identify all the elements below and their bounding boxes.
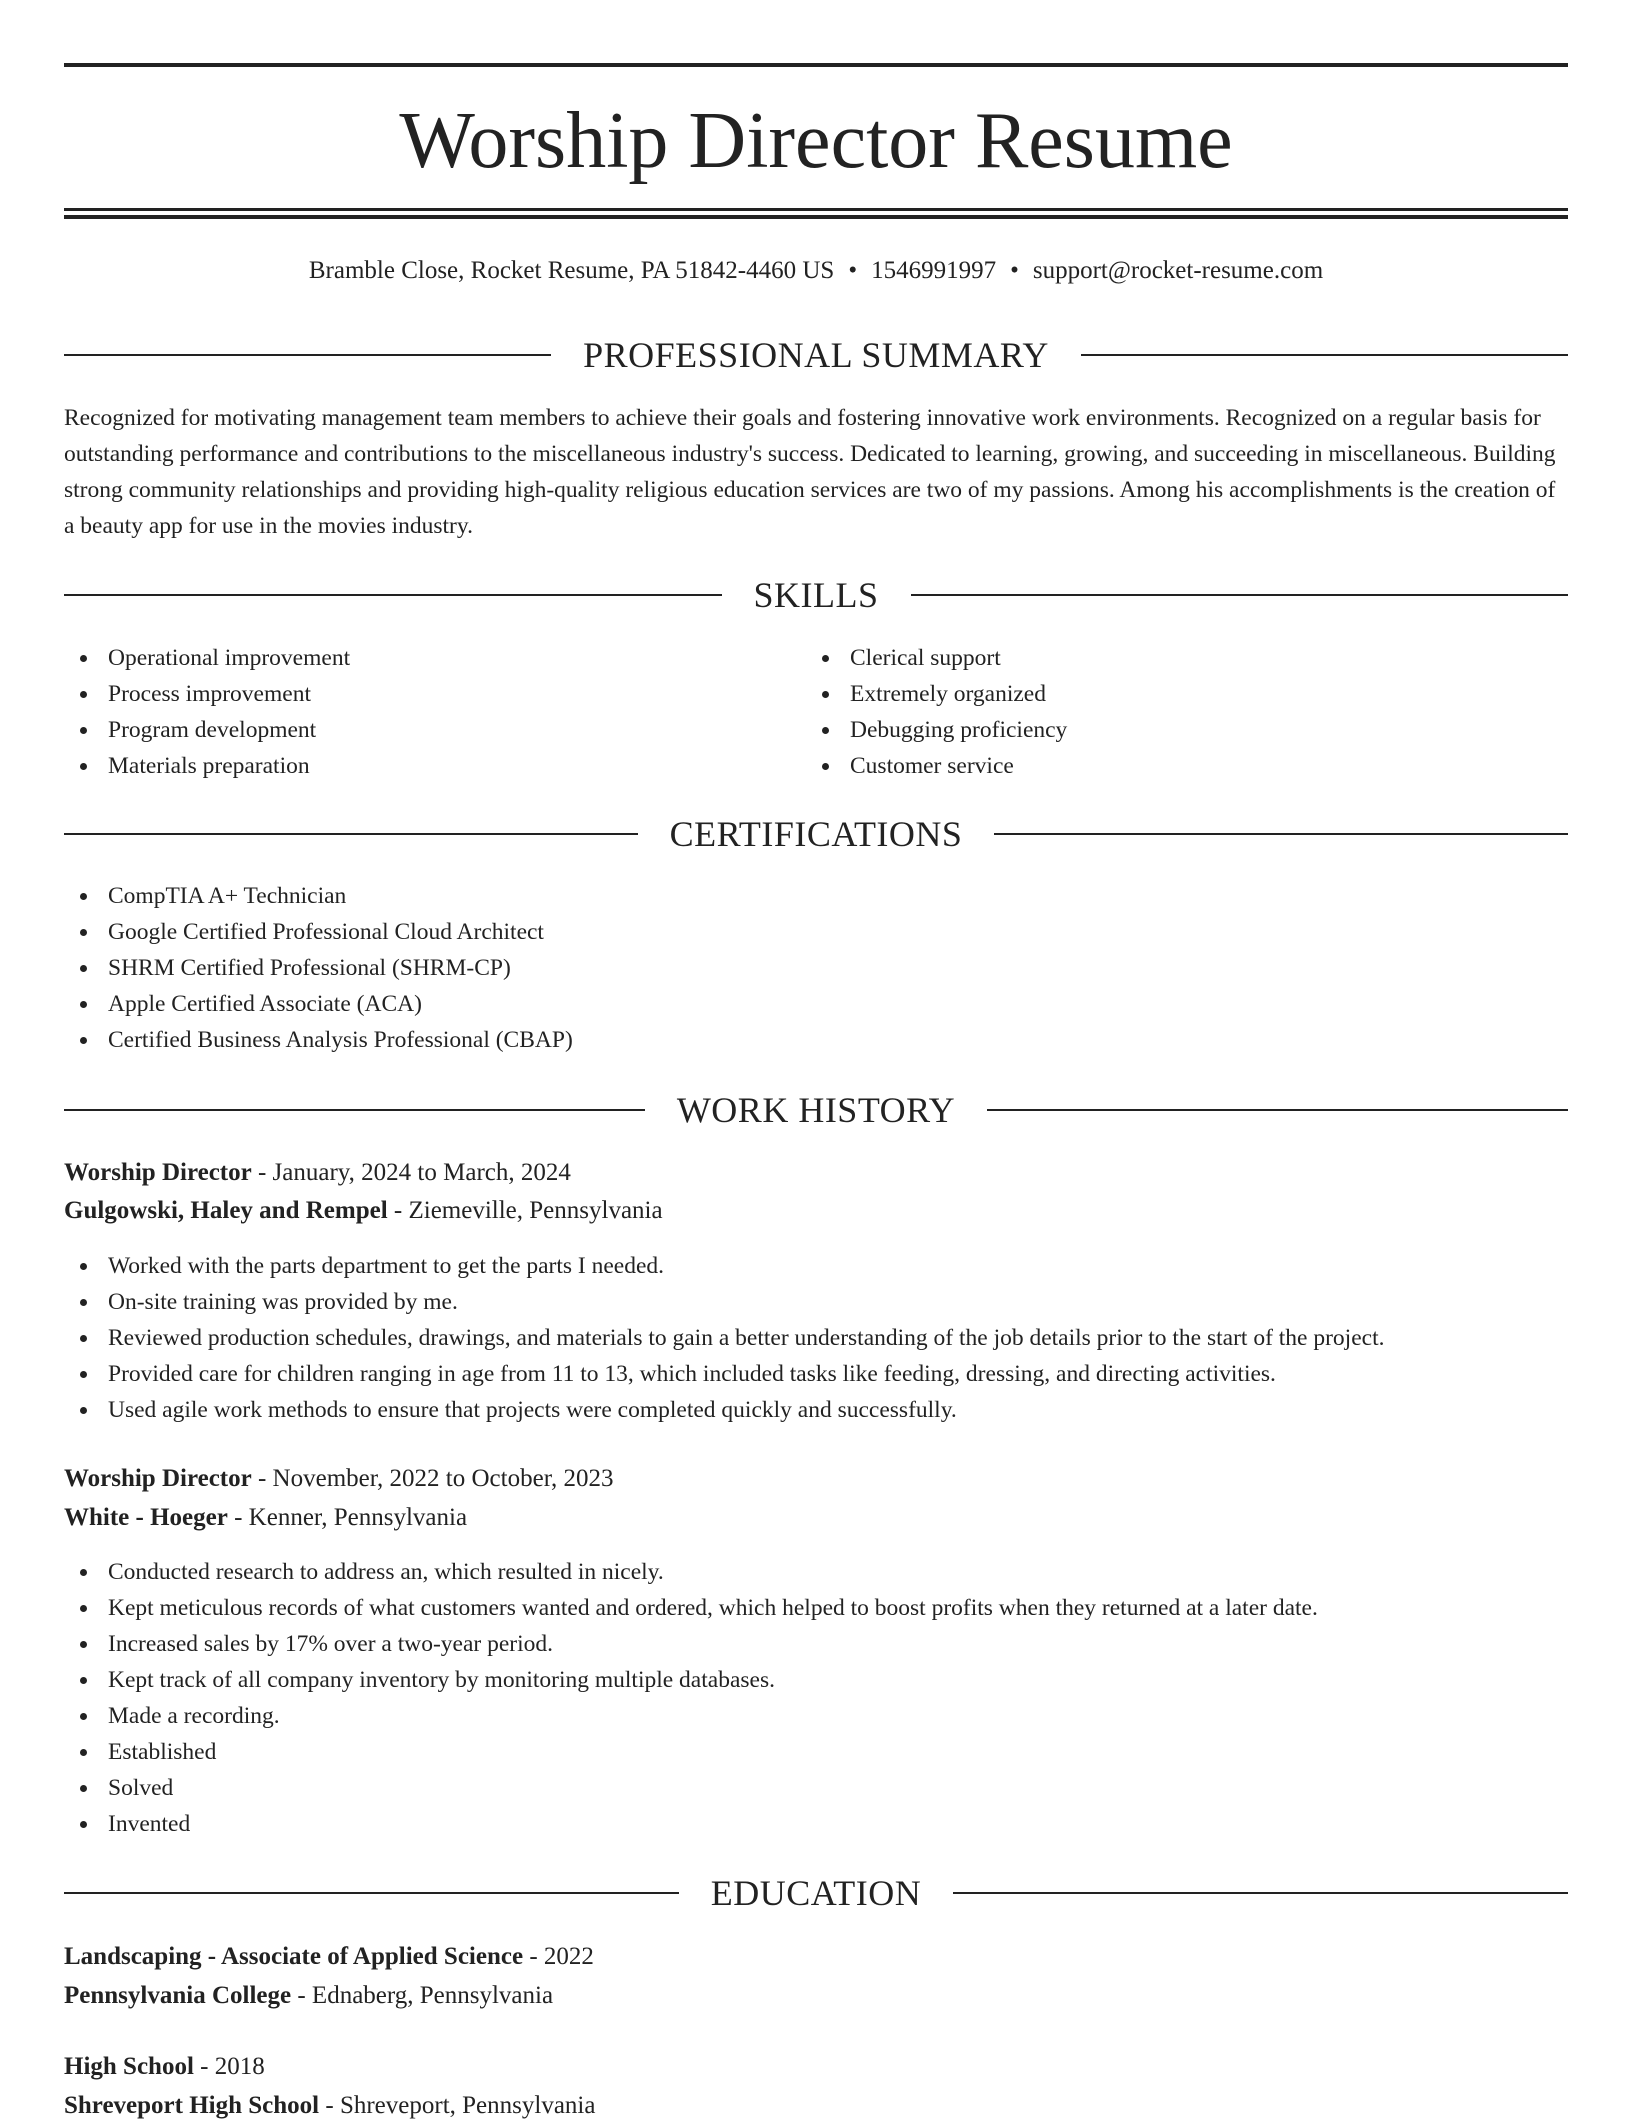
education-degree-line [64,2048,1568,2086]
section-title: CERTIFICATIONS [669,814,963,854]
heading-rule [911,594,1569,596]
certifications-list [64,878,1568,1058]
heading-rule [994,833,1568,835]
skills-section-heading [64,573,1568,617]
skills-list-right [806,640,1506,784]
education-degree: Landscaping - Associate of Applied Science [64,1943,524,1970]
education-school-line [64,1977,1568,2015]
education-school: Shreveport High School [64,2092,320,2119]
job-duty-item: Conducted research to address an, which resulted in nicely. [64,1554,1568,1590]
contact-phone: 1546991997 [871,257,997,284]
education-section-heading [64,1871,1568,1915]
education-location: - Shreveport, Pennsylvania [319,2092,596,2119]
job-company: Gulgowski, Haley and Rempel [64,1197,388,1224]
certification-item: SHRM Certified Professional (SHRM-CP) [64,950,1568,986]
skill-item: Customer service [806,748,1506,784]
skill-item: Program development [64,712,764,748]
education-year: - 2022 [523,1943,594,1970]
job-duty-item: Established [64,1734,1568,1770]
job-dates: - November, 2022 to October, 2023 [251,1465,614,1492]
certification-item: Certified Business Analysis Professional (CBAP) [64,1022,1568,1058]
education-school: Pennsylvania College [64,1982,292,2009]
header-top-rule [64,63,1568,67]
heading-rule [64,594,722,596]
job-duty-item: Increased sales by 17% over a two-year period. [64,1626,1568,1662]
heading-rule [64,1892,679,1894]
skills-list-left [64,640,764,784]
skill-item: Materials preparation [64,748,764,784]
education-school-line [64,2087,1568,2125]
education-degree-line [64,1938,1568,1976]
skill-item: Operational improvement [64,640,764,676]
certification-item: CompTIA A+ Technician [64,878,1568,914]
section-title: EDUCATION [710,1873,922,1913]
job-duty-item: Worked with the parts department to get the parts I needed. [64,1248,1568,1284]
job-duty-item: Used agile work methods to ensure that projects were completed quickly and successfully. [64,1392,1568,1428]
heading-rule [1081,354,1568,356]
education-location: - Ednaberg, Pennsylvania [291,1982,554,2009]
job-location: - Kenner, Pennsylvania [227,1504,468,1531]
work-history-section-heading [64,1088,1568,1132]
contact-line [64,253,1568,289]
certifications-section-heading [64,812,1568,856]
contact-email: support@rocket-resume.com [1032,257,1324,284]
skill-item: Clerical support [806,640,1506,676]
job-company-line [64,1499,1568,1537]
contact-separator: • [1010,257,1019,284]
job-title-line [64,1154,1568,1192]
job-title-line [64,1460,1568,1498]
heading-rule [64,1109,645,1111]
heading-rule [953,1892,1568,1894]
section-title: WORK HISTORY [676,1090,956,1130]
job-duty-item: Made a recording. [64,1698,1568,1734]
header-bottom-rule-double [64,215,1568,219]
contact-address: Bramble Close, Rocket Resume, PA 51842-4460 US [308,257,835,284]
heading-rule [64,833,638,835]
summary-text: Recognized for motivating management team members to achieve their goals and fostering innovative work environments. Recognized on a regular basis for outstanding performance and contributions to the miscellaneous industry's success. Dedicated to learning, growing, and succeeding in miscellaneous. Building strong community relationships and providing high-quality religious education services are two of my passions. Among his accomplishments is the creation of a beauty app for use in the movies industry. [64,405,1556,539]
job-duty-item: Provided care for children ranging in age from 11 to 13, which included tasks like feeding, dressing, and directing activities. [64,1356,1568,1392]
job-title: Worship Director [64,1465,252,1492]
job-duty-item: Solved [64,1770,1568,1806]
job-title: Worship Director [64,1159,252,1186]
job-duties-list [64,1248,1568,1428]
job-duties-list [64,1554,1568,1842]
job-duty-item: Invented [64,1806,1568,1842]
heading-rule [64,354,551,356]
header-bottom-rule [64,208,1568,211]
job-dates: - January, 2024 to March, 2024 [251,1159,571,1186]
heading-rule [987,1109,1568,1111]
job-duty-item: On-site training was provided by me. [64,1284,1568,1320]
job-company: White - Hoeger [64,1504,228,1531]
certification-item: Apple Certified Associate (ACA) [64,986,1568,1022]
job-duty-item: Kept meticulous records of what customers wanted and ordered, which helped to boost profits when they returned at a later date. [64,1590,1568,1626]
job-location: - Ziemeville, Pennsylvania [387,1197,663,1224]
skill-item: Process improvement [64,676,764,712]
certification-item: Google Certified Professional Cloud Architect [64,914,1568,950]
resume-title: Worship Director Resume [399,97,1233,185]
education-degree: High School [64,2053,194,2080]
education-year: - 2018 [193,2053,265,2080]
job-duty-item: Reviewed production schedules, drawings, and materials to gain a better understanding of the job details prior to the start of the project. [64,1320,1568,1356]
section-title: SKILLS [753,575,879,615]
section-title: PROFESSIONAL SUMMARY [583,335,1049,375]
skill-item: Extremely organized [806,676,1506,712]
summary-section-heading [64,333,1568,377]
contact-separator: • [848,257,858,284]
job-duty-item: Kept track of all company inventory by monitoring multiple databases. [64,1662,1568,1698]
skill-item: Debugging proficiency [806,712,1506,748]
job-company-line [64,1192,1568,1230]
